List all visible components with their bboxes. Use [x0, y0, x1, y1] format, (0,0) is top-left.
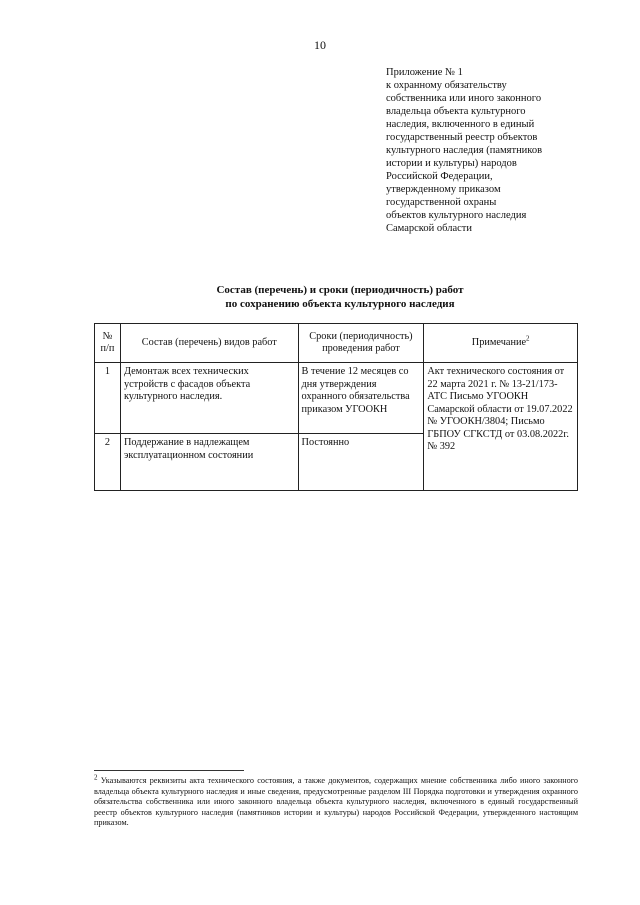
title-line: по сохранению объекта культурного наследия [225, 298, 455, 310]
appendix-line: собственника или иного законного [386, 93, 542, 104]
appendix-line: владельца объекта культурного [386, 106, 526, 117]
appendix-line: Самарской области [386, 223, 472, 234]
page-number: 10 [314, 38, 326, 52]
appendix-line: Российской Федерации, [386, 171, 493, 182]
appendix-line: Приложение № 1 [386, 67, 463, 78]
footnote-mark: 2 [94, 773, 98, 782]
header-note-text: Примечание [471, 336, 527, 348]
row-works: Демонтаж всех технических устройств с фасадов объекта культурного наследия. [120, 363, 298, 434]
header-terms-line2: проведения работ [322, 343, 400, 354]
footnote-text: Указываются реквизиты акта технического состояния, а также документов, содержащих мнение собственника либо иного законного владельца объекта культурного наследия и иные сведения, предусмотренные разделом III Порядка подготовки и утверждения охранного обязательства собственника или иного законного владельца объекта культурного наследия, включенного в единый государственный реестр объектов культурного наследия (памятников истории и культуры) народов Российской Федерации, утвержденного настоящим приказом. [94, 776, 578, 827]
footnote-separator [94, 770, 244, 771]
appendix-line: истории и культуры) народов [386, 158, 517, 169]
row-terms: Постоянно [298, 434, 424, 491]
footnote-ref: 2 [526, 334, 530, 343]
header-number-line2: п/п [100, 343, 115, 354]
table-row [95, 363, 578, 434]
works-table [94, 323, 578, 491]
header-terms-line1: Сроки (периодичность) [309, 330, 413, 342]
appendix-line: государственной охраны [386, 197, 497, 208]
row-works: Поддержание в надлежащем эксплуатационном состоянии [120, 434, 298, 491]
appendix-line: утвержденному приказом [386, 184, 501, 195]
table-header-row [95, 324, 578, 363]
header-number [95, 324, 121, 363]
appendix-line: культурного наследия (памятников [386, 145, 543, 156]
title-line: Состав (перечень) и сроки (периодичность) работ [216, 284, 464, 296]
row-number: 2 [95, 434, 121, 491]
document-title [0, 283, 640, 311]
row-number: 1 [95, 363, 121, 434]
row-terms: В течение 12 месяцев со дня утверждения охранного обязательства приказом УГООКН [298, 363, 424, 434]
appendix-line: к охранному обязательству [386, 80, 507, 91]
appendix-line: наследия, включенного в единый [386, 119, 535, 130]
appendix-line: государственный реестр объектов [386, 132, 538, 143]
header-works: Состав (перечень) видов работ [120, 324, 298, 363]
header-number-line1: № [102, 330, 113, 342]
footnote [94, 773, 578, 829]
header-note [424, 324, 578, 363]
appendix-heading [386, 66, 586, 235]
header-terms [298, 324, 424, 363]
appendix-line: объектов культурного наследия [386, 210, 527, 221]
row-note: Акт технического состояния от 22 марта 2021 г. № 13-21/173-АТС Письмо УГООКН Самарской области от 19.07.2022 № УГООКН/3804; Письмо ГБПОУ СГКСТД от 03.08.2022г. № 392 [424, 363, 578, 491]
